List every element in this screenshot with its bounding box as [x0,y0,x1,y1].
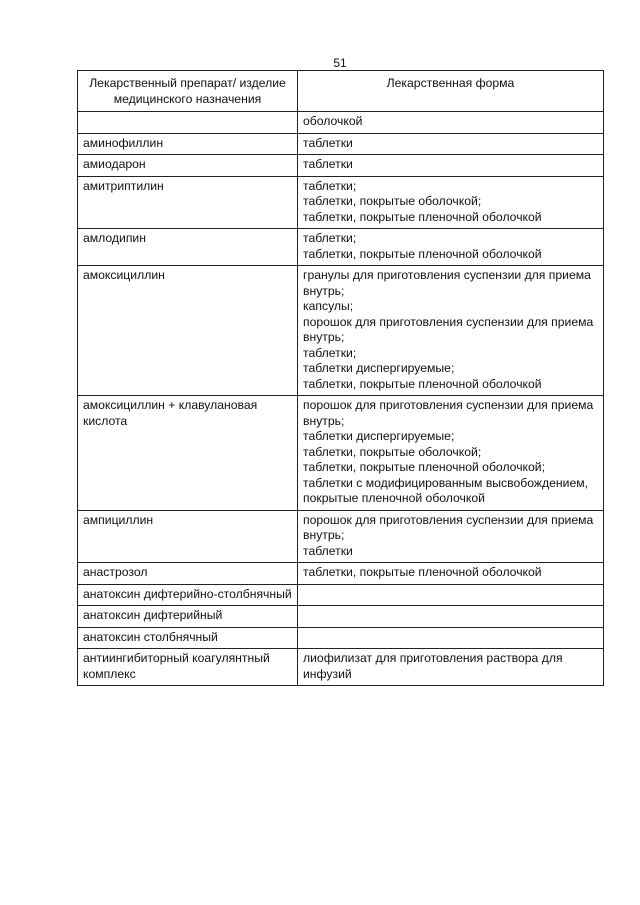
dosage-form-cell [298,584,604,606]
dosage-form-entry: таблетки, покрытые пленочной оболочкой [303,376,542,391]
table-row [78,396,604,511]
dosage-form-entry: таблетки, покрытые пленочной оболочкой [303,209,542,224]
table-header-row [78,71,604,112]
table-row [78,229,604,266]
dosage-form-cell [298,112,604,134]
dosage-form-entry: таблетки, покрытые пленочной оболочкой [303,246,542,261]
drug-name-cell: амоксициллин [78,266,298,396]
drug-name-cell: анатоксин дифтерийный [78,606,298,628]
dosage-form-entry: таблетки [303,157,353,171]
dosage-form-cell [298,510,604,563]
dosage-form-cell [298,133,604,155]
table-row [78,606,604,628]
drug-name-cell: амоксициллин + клавулановая кислота [78,396,298,511]
table-row [78,510,604,563]
dosage-form-cell [298,229,604,266]
dosage-form-entry: порошок для приготовления суспензии для приема внутрь; [303,512,594,542]
table-row [78,627,604,649]
dosage-form-entry: лиофилизат для приготовления раствора для инфузий [303,651,563,681]
dosage-form-entry: капсулы; [303,299,354,313]
dosage-form-entry: таблетки диспергируемые; [303,429,455,443]
drug-name-cell [78,112,298,134]
dosage-form-entry: порошок для приготовления суспензии для приема внутрь; [303,398,594,428]
drug-name-cell: амиодарон [78,155,298,177]
dosage-form-entry: таблетки, покрытые оболочкой; [303,444,482,459]
table-row [78,266,604,396]
dosage-form-entry: таблетки [303,543,353,558]
dosage-form-entry: таблетки с модифицированным высвобождением, покрытые пленочной оболочкой [303,475,589,505]
dosage-form-cell [298,155,604,177]
dosage-form-cell [298,627,604,649]
drug-name-cell: анатоксин столбнячный [78,627,298,649]
page-number: 51 [333,56,347,70]
table-row [78,176,604,229]
dosage-form-cell [298,563,604,585]
dosage-form-entry: таблетки, покрытые пленочной оболочкой [303,565,542,579]
dosage-form-entry: таблетки, покрытые оболочкой; [303,194,482,208]
drug-name-cell: анатоксин дифтерийно-столбнячный [78,584,298,606]
dosage-form-entry: таблетки диспергируемые; [303,361,455,375]
dosage-form-entry: таблетки, покрытые пленочной оболочкой; [303,460,545,474]
dosage-form-entry: гранулы для приготовления суспензии для приема внутрь; [303,268,591,298]
dosage-form-entry: таблетки; [303,231,357,245]
dosage-form-entry: таблетки; [303,345,357,360]
dosage-form-entry: порошок для приготовления суспензии для приема внутрь; [303,314,594,344]
drug-name-cell: антиингибиторный коагулянтный комплекс [78,649,298,686]
header-form: Лекарственная форма [298,71,604,112]
drug-forms-table [77,70,604,686]
drug-name-cell: анастрозол [78,563,298,585]
header-drug: Лекарственный препарат/ изделие медицинского назначения [78,71,298,112]
table-row [78,584,604,606]
table-row [78,133,604,155]
table-row [78,563,604,585]
table-row [78,112,604,134]
drug-name-cell: амлодипин [78,229,298,266]
table-row [78,649,604,686]
dosage-form-cell [298,176,604,229]
dosage-form-cell [298,649,604,686]
dosage-form-entry: таблетки; [303,178,357,193]
drug-name-cell: аминофиллин [78,133,298,155]
dosage-form-entry: оболочкой [303,114,363,128]
table-row [78,155,604,177]
dosage-form-cell [298,396,604,511]
drug-name-cell: амитриптилин [78,176,298,229]
drug-name-cell: ампициллин [78,510,298,563]
dosage-form-cell [298,266,604,396]
table-body [78,112,604,686]
dosage-form-cell [298,606,604,628]
dosage-form-entry: таблетки [303,135,353,150]
